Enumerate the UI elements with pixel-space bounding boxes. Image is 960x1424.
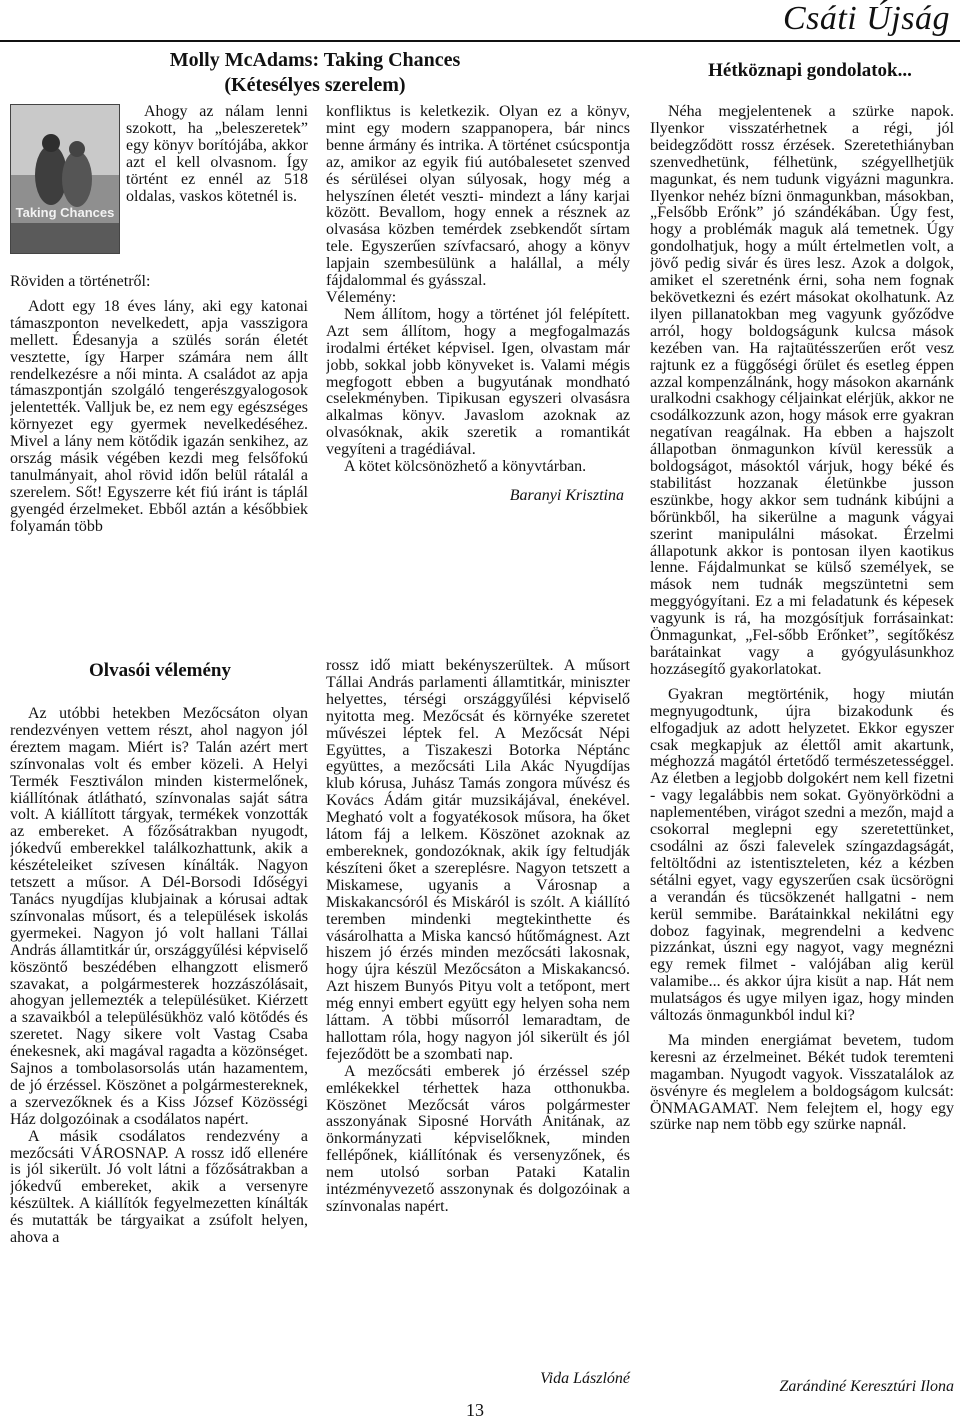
weekday-paragraph-2: Gyakran megtörténik, hogy miután megnyugodtunk, újra bizakodunk és elfogadjuk az adott helyzetet. Ekkor egyszer csak megkapjuk az élettől amit akartunk, méghozzá magától értetődő természetességgel. Az életben a legjobb dolgokért nem kell fizetni - vagy legalábbis nem sokat. Gyönyörködni a naplementében, virágot szedni a mezőn, majd a csokorral meglepni egy szeretettünket, csodálni az őszi falevelek színgazdagságát, feltöltődni az istentiszteleten, kéz a kézben sétálni egyet, vagy egyszerűen csak ücsörögni a verandán és tücsökzenét hallgatni - nem kerül semmibe. Barátainkkal nekilátni egy doboz fagyinak, megrendelni a kedvenc pizzánkat, úszni egy nagyot, vagy megnézni egy remek filmet - valójában alig kerül valamibe... és akkor újra kisüt a nap. Hát nem mulatságos és ugye milyen igaz, hogy minden változás önmagunkból indul ki? [650,685,954,1025]
summary-heading: Röviden a történetről: [10,274,151,290]
weekday-author: Zarándiné Keresztúri Ilona [779,1378,954,1395]
article-summary [10,274,308,614]
readers-column-1 [10,706,308,1392]
continuation-paragraph: konfliktus is keletkezik. Olyan ez a könyv, mint egy modern szappanopera, bár nincs benne ármány és intrika. A történet csúcspontja az, amikor az egyik fiú autóbalesetet szenved és sérülései olyan súlyosak, hogy még a helyszínen életét veszti- mindezt a lány karjai között. Bevallom, hogy ennek a résznek az olvasása közben temérdek zsebkendőt sírtam tele. Egyszerűen szívfacsaró, ahogy a könyv lapjain szembesülünk a halállal, a mély fájdalommal és gyásszal. [326,104,630,290]
readers-paragraph-3: rossz idő miatt bekényszerültek. A műsort Tállai András parlamenti államtitkár, miniszter helyettes, térségi országgyűlési képviselő nyitotta meg. Mezőcsát és környéke szeretet művészei léptek fel. A Mezőcsát Népi Együttes, a Tiszakeszi Botorka Néptánc együttes, a mezőcsáti Lila Akác Nyugdíjas klub kórusa, Juhász Tamás zongora művész és Kovács Ádám gitár muzsikájával, énekével. Megható volt a fogyatékosok műsora, ha őket látom fáj a lelkem. Köszönet azoknak az embereknek, gondozóknak, akik így feltudják készíteni őket a szereplésre. Nagyon tetszett a Miskamese, ugyanis a Városnap a Miskakancsóról és Miskáról is szólt. A kiállító teremben mindenki megtekinthette és vásárolhatta a Miska kancsó hűtőmágnest. Azt hiszem jó érzés minden mezőcsáti lakosnak, hogy újra készül Mezőcsáton a Miskakancsó. Azt hiszem Bunyós Pityu volt a tetőpont, mert még ennyi embert együtt egy helyen soha nem láttam. A többi műsorról lemaradtam, de hallottam róla, hogy nagyon jól sikerült és jól fejeződött be a szombati nap. [326,658,630,1063]
cover-title-text: Taking Chances [15,205,115,220]
weekday-paragraph-1: Néha megjelentenek a szürke napok. Ilyenkor visszatérhetnek a régi, jól beidegződött rossz érzések. Szeretethiányban szenvedhetünk, félhetünk, szégyellhetjük magunkat, és nem tudunk vigyázni magunkra. Ilyenkor nehéz bízni önmagunkban, másokban, „Felsőbb Erőnk” jó szándékában. Úgy fest, hogy a problémák maguk alá temetnek. Úgy gondolhatjuk, hogy a múlt értelmetlen volt, a jövő pedig sivár és üres lesz. Azok a dolgok, amiket el szeretnénk érni, soha nem fognak bekövetkezni és ezért másokat okolhatunk. Az ilyen pillanatokban meg vagyunk győződve arról, hogy boldogságunk kulcsa mások kezében van. Ha rajtaütésszerűen erőt vesz rajtunk ez a függőségi őrület és esetleg éppen azzal kompenzálnánk, hogy másokon akarnánk uralkodni csakhogy céljainkat elérjük, akkor ne csodálkozzunk azon, hogy mások erre gyakran negatívan reagálnak. Ha ebben a hajszolt állapotban önmagunkon kívül keressük a boldogságot, másoktól várjuk, hogy béké és stabilitást hozzanak életünkbe jusson eszünkbe, hogy akkor sem tudnánk kibújni a bőrünkből, ha sikerülne a magunk vágyai szerint manipulálni másokat. Érzelmi állapotunk akkor is pontosan ilyen kaotikus lenne. Fájdalmunkat se külső személyek, se mások nem tudnák megszüntetni sem meggyógyítani. Ez a mi feladatunk és képesek vagyunk is rá, ha mozgósítjuk forrásainkat: Önmagunkat, „Fel-sőbb Erőnket”, segítőkész barátainkat vagy a gyógyulásunkhoz hozzásegítő gyakorlatokat. [650,104,954,678]
readers-paragraph-4: A mezőcsáti emberek jó érzéssel szép emlékekkel térhettek haza otthonukba. Köszönet Mezőcsát város polgármester asszonyának Siposné Horváth Anitának, az önkormányzati képviselőknek, minden fellépőnek, kiállítónak és versenyzőnek, és nem utolsó sorban Pataki Katalin intézményvezető asszonynak és dolgozóinak a színvonalas napért. [326,1062,630,1215]
readers-paragraph-1: Az utóbbi hetekben Mezőcsáton olyan rendezvényen vettem részt, ahol nagyon jól éreztem magam. Miért is? Talán azért mert színvonalas volt és ember közeli. A Helyi Termék Fesztiválon minden kistermelőnek, kiállítónak átlátható, színvonalas saját sátra volt. A kiállított tárgyak, termékek vonzották az embereket. A főzősátrakban nyugodt, jókedvű emberekkel találkozhattunk, akik a készételeiket szívesen kínálták. Nagyon tetszett a műsor. A Dél-Borsodi Időségyi Tanács nyugdíjas klubjainak a kórusai adtak színvonalas műsort, és a települések iskolás gyermekei. Nagyon jó volt hallani Tállai András államtitkár úr, országgyűlési képviselő köszöntő beszédében elhangzott elismerő szavakat, a polgármesterek hozzászólásait, ahogyan jellemezték a településüket. Kiérzett a szavaikból a településükhöz való kötődés és szeretet. Nagy sikere volt Vastag Csaba énekesnek, aki magával ragadta a közönséget. Sajnos a tombolasorsolás után hazamentem, de jó érzéssel. Köszönet a polgármestereknek, a szervezőknek és a Kiss József Közösségi Ház dolgozóinak a csodálatos napért. [10,706,308,1128]
article-author: Baranyi Krisztina [509,486,624,504]
book-cover-illustration [11,105,119,253]
summary-paragraph: Adott egy 18 éves lány, aki egy katonai támaszponton nevelkedett, apja vasszigora mellett. Édesanyja a szülés során életét vesztette, így Harper számára nem állt rendelkezésre a női minta. A családot az apja támaszpontján szolgáló tengerészgyalogosok jelentették. Valljuk be, ez nem egy egészséges környezet egy gyermek nevelkedéséhez. Mivel a lány nem kötődik igazán senkihez, az ország másik végében kezdi meg felsőfokú tanulmányait, ahol rövid időn belül rátalál a szerelem. Sőt! Egyszerre két fiú iránt is táplál gyengéd érzelmeket. Ebből aztán a későbbiek folyamán több [10,297,308,535]
weekday-paragraph-3: Ma minden energiámat bevetem, tudom keresni az érzelmeinet. Békét tudok teremteni magamban. Nyugodt vagyok. Visszatalálok az ösvényre és meglelem a boldogságom kulcsát: ÖNMAGAMAT. Nem felejtem el, hogy egy szürke nap nem több egy szürke napnál. [650,1031,954,1134]
intro-paragraph: Ahogy az nálam lenni szokott, ha „beleszeretek” egy könyv borítójába, akkor azt el kell olvasnom. Így történt ez ennél az 518 oldalas, vaskos kötetnél is. [126,103,308,205]
readers-column-2 [326,658,630,1366]
readers-author: Vida Lászlóné [540,1370,630,1387]
readers-section-title: Olvasói vélemény [89,660,231,681]
masthead: Csáti Újság [782,0,950,37]
opinion-paragraph: Nem állítom, hogy a történet jól felépített. Azt sem állítom, hogy a megfogalmazás irodalmi értéket képvisel. Igen, olvastam már jobb, sokkal jobb könyveket is. Valami mégis megfogott ebben a bugyutának mondható cselekményben. Tipikusan egyszeri olvasásra alkalmas könyv. Javaslom azoknak az olvasóknak, akik szeretik a romantikát vegyíteni a tragédiával. [326,305,630,459]
readers-paragraph-2: A másik csodálatos rendezvény a mezőcsáti VÁROSNAP. A rossz idő ellenére is jól sikerült. Jó volt látni a főzősátrakban a jókedvű embereket, akik a versenyre készültek. A kiállítók fegyelmezetten kínálták és mutatták be tárgyaikat a zsúfolt helyen, ahova a [10,1127,308,1247]
weekday-section-title: Hétköznapi gondolatok... [708,60,912,81]
weekday-column [650,104,954,1374]
opinion-heading: Vélemény: [326,288,397,306]
book-cover-image [10,104,120,254]
page-number: 13 [466,1400,484,1420]
article-title [140,48,490,98]
article-title-line2: (Kétesélyes szerelem) [224,74,406,96]
article-title-line1: Molly McAdams: Taking Chances [169,49,461,71]
header-rule [0,40,960,42]
library-paragraph: A kötet kölcsönözhető a könyvtárban. [344,458,587,476]
article-intro [126,104,308,205]
article-continuation [326,104,630,624]
